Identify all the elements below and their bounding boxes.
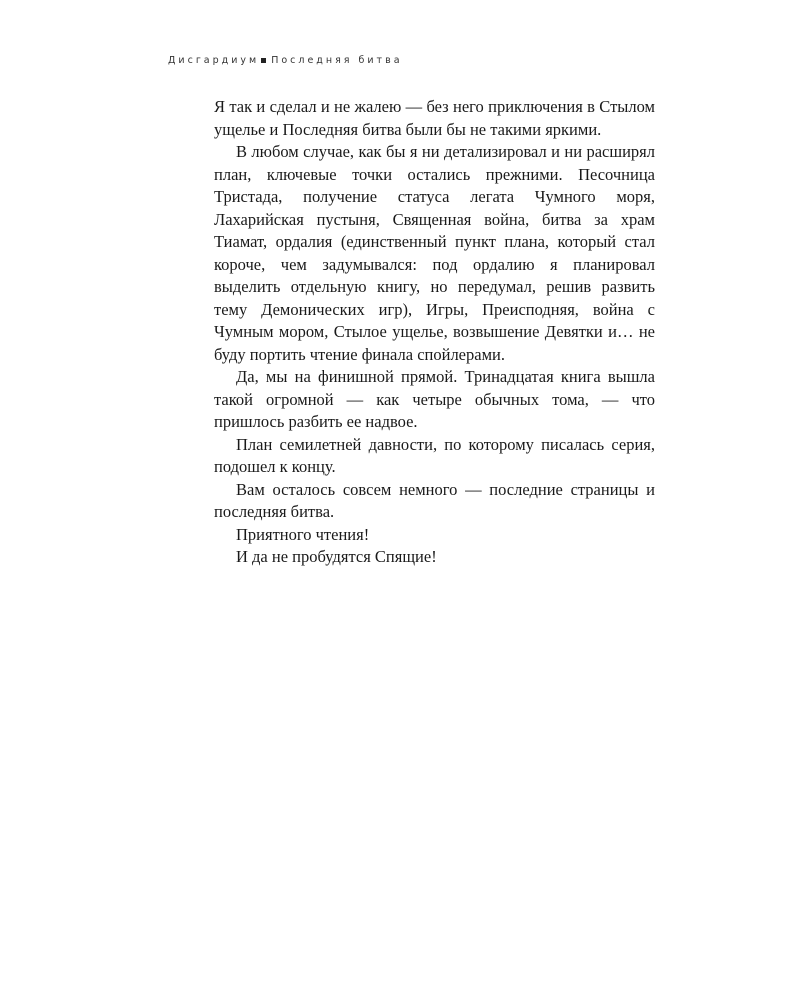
paragraph-2: В любом случае, как бы я ни детализировал и ни расширял план, ключевые точки остались прежними. Песочница Тристада, получение статуса легата Чумного моря, Лахарийская пустыня, Священная война, битва за храм Тиамат, ордалия (единственный пункт плана, который стал короче, чем задумывался: под ордалию я планировал выделить отдельную книгу, но передумал, решив развить тему Демонических игр), Игры, Преисподняя, война с Чумным мором, Стылое ущелье, возвышение Девятки и… не буду портить чтение финала спойлерами. [214,142,655,364]
series-title: Дисгардиум [168,55,260,66]
paragraph-5: Вам осталось совсем немного — последние страницы и последняя битва. [214,479,655,521]
paragraph-3: Да, мы на финишной прямой. Тринадцатая книга вышла такой огромной — как четыре обычных тома, — что пришлось разбить ее надвое. [214,367,655,431]
book-title: Последняя битва [271,55,403,66]
paragraph-7: И да не пробудятся Спящие! [236,547,437,566]
page-body [214,96,655,569]
running-header [168,55,403,66]
paragraph-1: Я так и сделал и не жалею — без него приключения в Стылом ущелье и Последняя битва были бы не такими яркими. [214,97,655,139]
paragraph-6: Приятного чтения! [236,524,370,544]
separator-square-icon [261,58,266,63]
paragraph-4: План семилетней давности, по которому писалась серия, подошел к концу. [214,434,655,476]
